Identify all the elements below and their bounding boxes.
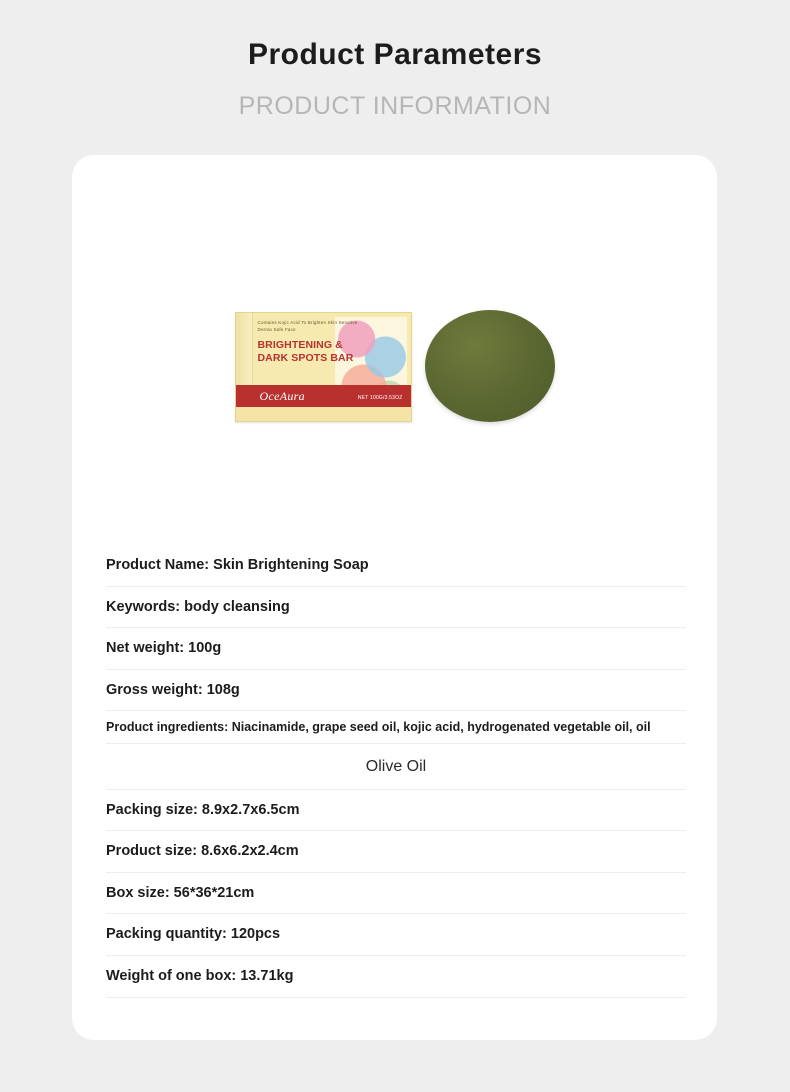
page-title: Product Parameters — [247, 38, 543, 71]
product-info-card — [72, 155, 717, 1040]
box-net-weight-text: NET 100G/3.53OZ — [357, 395, 403, 401]
soap-box-package — [235, 312, 412, 422]
product-image — [72, 275, 717, 455]
spec-row: Keywords: body cleansing — [106, 587, 686, 629]
spec-row: Olive Oil — [106, 744, 686, 790]
spec-row: Net weight: 100g — [106, 628, 686, 670]
page-subtitle: PRODUCT INFORMATION — [238, 92, 552, 120]
specifications-list — [106, 545, 686, 998]
soap-bar — [425, 310, 555, 422]
spec-row: Product ingredients: Niacinamide, grape seed oil, kojic acid, hydrogenated vegetable oil, oil — [106, 711, 686, 744]
page-header — [0, 0, 790, 121]
spec-row: Product Name: Skin Brightening Soap — [106, 545, 686, 587]
box-bottom-strip — [236, 407, 411, 421]
spec-row: Weight of one box: 13.71kg — [106, 956, 686, 998]
box-main-text: BRIGHTENING & DARK SPOTS BAR — [257, 339, 354, 364]
spec-row: Product size: 8.6x6.2x2.4cm — [106, 831, 686, 873]
soap-illustration — [235, 300, 555, 430]
box-top-text: Contains Kojic Acid To Brighten Skin Sensitve Derma Safe Face — [257, 320, 358, 332]
spec-row: Box size: 56*36*21cm — [106, 873, 686, 915]
spec-row: Packing quantity: 120pcs — [106, 914, 686, 956]
spec-row: Packing size: 8.9x2.7x6.5cm — [106, 790, 686, 832]
box-brand-name: OceAura — [259, 389, 305, 403]
spec-row: Gross weight: 108g — [106, 670, 686, 712]
